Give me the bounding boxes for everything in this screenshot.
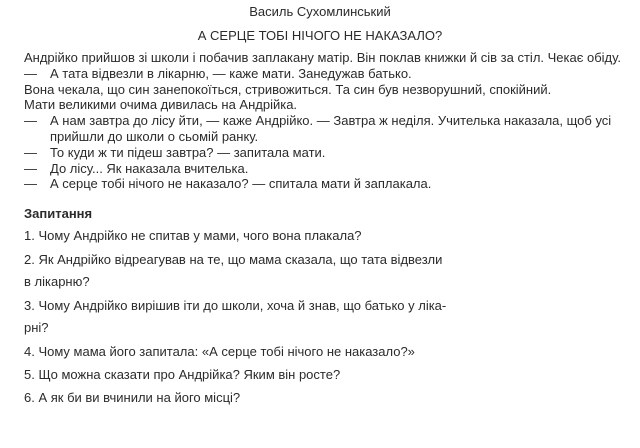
story-paragraph: Андрійко прийшов зі школи і побачив заплакану матір. Він поклав книжки й сів за стіл. Чекає обіду. — [24, 50, 621, 65]
question-item: 3. Чому Андрійко вирішив іти до школи, хоча й знав, що батько у ліка- — [24, 298, 447, 313]
dialogue-dash: — — [24, 144, 37, 160]
author-name: Василь Сухомлинський — [249, 4, 391, 19]
dialogue-line — [24, 145, 624, 161]
dialogue-dash: — — [24, 113, 37, 129]
story-paragraph: Вона чекала, що син занепокоїться, стривожиться. Та син був незворушний, спокійний. — [24, 81, 552, 97]
question-item: 5. Що можна сказати про Андрійка? Яким він росте? — [24, 367, 341, 382]
story-paragraph: Мати великими очима дивилась на Андрійка. — [24, 97, 298, 113]
dialogue-text: До лісу... Як наказала вчителька. — [50, 160, 249, 176]
dialogue-text: А тата відвезли в лікарню, — каже мати. Занедужав батько. — [50, 65, 412, 81]
story-text — [24, 50, 624, 192]
questions-heading: Запитання — [24, 206, 93, 221]
question-item: 6. А як би ви вчинили на його місці? — [24, 390, 241, 405]
dialogue-dash: — — [24, 160, 37, 176]
question-item: 1. Чому Андрійко не спитав у мами, чого вона плакала? — [24, 228, 362, 243]
dialogue-text: А нам завтра до лісу йти, — каже Андрійко. — Завтра ж неділя. Учителька наказала, щоб усі — [50, 113, 612, 129]
dialogue-dash: — — [24, 65, 37, 81]
dialogue-text: То куди ж ти підеш завтра? — запитала мати. — [50, 144, 326, 160]
question-continuation: в лікарню? — [24, 274, 90, 289]
dialogue-line — [24, 176, 624, 192]
dialogue-dash: — — [24, 176, 37, 192]
question-item: 4. Чому мама його запитала: «А серце тобі нічого не наказало?» — [24, 344, 415, 359]
dialogue-line — [24, 113, 624, 129]
question-item: 2. Як Андрійко відреагував на те, що мама сказала, що тата відвезли — [24, 252, 443, 267]
question-continuation: рні? — [24, 320, 49, 335]
dialogue-text: А серце тобі нічого не наказало? — спитала мати й заплакала. — [50, 176, 432, 192]
dialogue-continuation: прийшли до школи о сьомій ранку. — [50, 128, 259, 144]
dialogue-line — [24, 66, 624, 82]
story-title: А СЕРЦЕ ТОБІ НІЧОГО НЕ НАКАЗАЛО? — [197, 28, 443, 43]
dialogue-line — [24, 161, 624, 177]
